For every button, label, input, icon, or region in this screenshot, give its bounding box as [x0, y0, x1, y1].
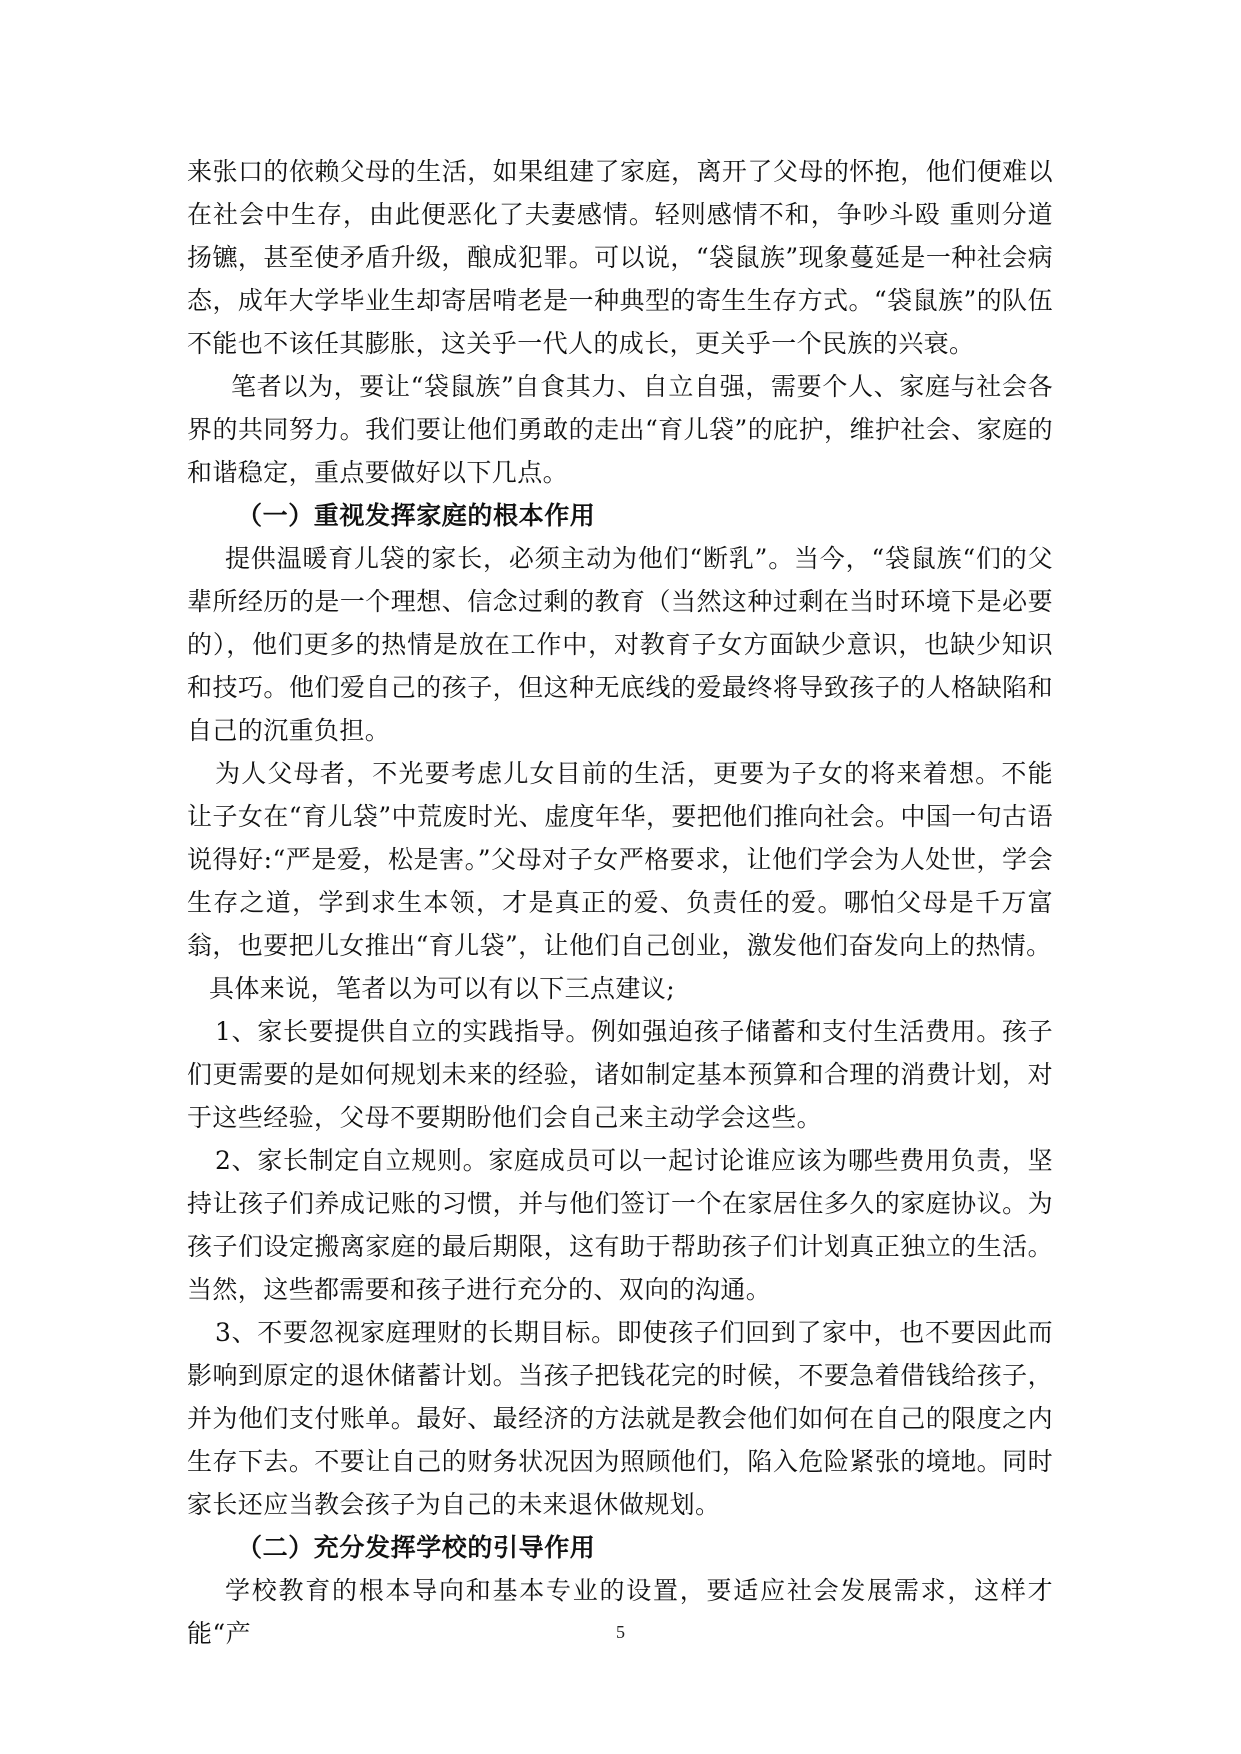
- paragraph-author-view: 笔者以为，要让“袋鼠族”自食其力、自立自强，需要个人、家庭与社会各界的共同努力。我们要让他们勇敢的走出“育儿袋”的庇护，维护社会、家庭的和谐稳定，重点要做好以下几点。: [187, 372, 1053, 487]
- paragraph-suggestion-2: 2、家长制定自立规则。家庭成员可以一起讨论谁应该为哪些费用负责，坚持让孩子们养成记账的习惯，并与他们签订一个在家居住多久的家庭协议。为孩子们设定搬离家庭的最后期限，这有助于帮助孩子们计划真正独立的生活。当然，这些都需要和孩子进行充分的、双向的沟通。: [187, 1146, 1053, 1304]
- section-heading-family-role: （一）重视发挥家庭的根本作用: [237, 501, 596, 530]
- paragraph-suggestion-1: 1、家长要提供自立的实践指导。例如强迫孩子储蓄和支付生活费用。孩子们更需要的是如何规划未来的经验，诸如制定基本预算和合理的消费计划，对于这些经验，父母不要期盼他们会自己来主动学会这些。: [187, 1017, 1053, 1132]
- paragraph-suggestion-3: 3、不要忽视家庭理财的长期目标。即使孩子们回到了家中，也不要因此而影响到原定的退休储蓄计划。当孩子把钱花完的时候，不要急着借钱给孩子，并为他们支付账单。最好、最经济的方法就是教会他们如何在自己的限度之内生存下去。不要让自己的财务状况因为照顾他们，陷入危险紧张的境地。同时家长还应当教会孩子为自己的未来退休做规划。: [187, 1318, 1053, 1519]
- paragraph-parents-future: 为人父母者，不光要考虑儿女目前的生活，更要为子女的将来着想。不能让子女在“育儿袋”中荒废时光、虚度年华，要把他们推向社会。中国一句古语说得好:“严是爱，松是害。”父母对子女严格要求，让他们学会为人处世，学会生存之道，学到求生本领，才是真正的爱、负责任的爱。哪怕父母是千万富翁，也要把儿女推出“育儿袋”，让他们自己创业，激发他们奋发向上的热情。: [187, 759, 1053, 960]
- paragraph-parents-weaning: 提供温暖育儿袋的家长，必须主动为他们“断乳”。当今，“袋鼠族“们的父辈所经历的是一个理想、信念过剩的教育（当然这种过剩在当时环境下是必要的），他们更多的热情是放在工作中，对教育子女方面缺少意识，也缺少知识和技巧。他们爱自己的孩子，但这种无底线的爱最终将导致孩子的人格缺陷和自己的沉重负担。: [187, 544, 1053, 745]
- paragraph-kangaroo-family-consequences: 来张口的依赖父母的生活，如果组建了家庭，离开了父母的怀抱，他们便难以在社会中生存，由此便恶化了夫妻感情。轻则感情不和，争吵斗殴 重则分道扬镳，甚至使矛盾升级，酿成犯罪。可以说，“袋鼠族”现象蔓延是一种社会病态，成年大学毕业生却寄居啃老是一种典型的寄生生存方式。“袋鼠族”的队伍不能也不该任其膨胀，这关乎一代人的成长，更关乎一个民族的兴衰。: [187, 157, 1053, 358]
- paragraph-school-education: 学校教育的根本导向和基本专业的设置，要适应社会发展需求，这样才能“产: [187, 1576, 1053, 1648]
- document-page: [187, 150, 1053, 1655]
- page-number: 5: [616, 1622, 625, 1642]
- paragraph-suggestions-intro: 具体来说，笔者以为可以有以下三点建议;: [209, 974, 676, 1003]
- section-heading-school-role: （二）充分发挥学校的引导作用: [237, 1533, 596, 1562]
